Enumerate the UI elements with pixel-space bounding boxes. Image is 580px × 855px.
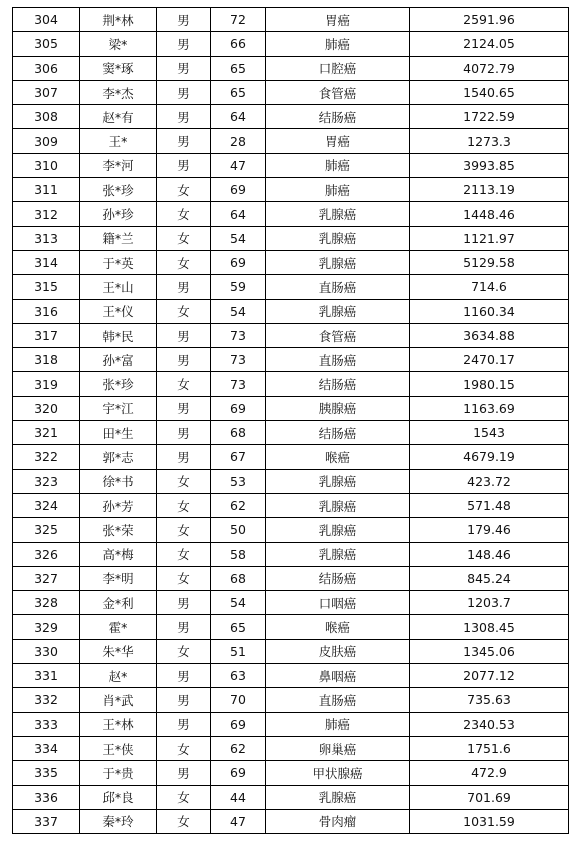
amount-cell: 1980.15 xyxy=(410,372,569,396)
age-cell: 50 xyxy=(211,518,266,542)
name-cell: 籍*兰 xyxy=(80,226,157,250)
row-number-cell: 322 xyxy=(13,445,80,469)
amount-cell: 701.69 xyxy=(410,785,569,809)
row-number-cell: 304 xyxy=(13,8,80,32)
diagnosis-cell: 食管癌 xyxy=(266,80,410,104)
name-cell: 王*侠 xyxy=(80,736,157,760)
row-number-cell: 335 xyxy=(13,761,80,785)
diagnosis-cell: 甲状腺癌 xyxy=(266,761,410,785)
row-number-cell: 325 xyxy=(13,518,80,542)
diagnosis-cell: 肺癌 xyxy=(266,178,410,202)
amount-cell: 4072.79 xyxy=(410,56,569,80)
amount-cell: 1160.34 xyxy=(410,299,569,323)
sex-cell: 男 xyxy=(157,105,211,129)
sex-cell: 女 xyxy=(157,299,211,323)
sex-cell: 男 xyxy=(157,396,211,420)
amount-cell: 1121.97 xyxy=(410,226,569,250)
age-cell: 63 xyxy=(211,664,266,688)
diagnosis-cell: 乳腺癌 xyxy=(266,469,410,493)
name-cell: 霍* xyxy=(80,615,157,639)
age-cell: 47 xyxy=(211,153,266,177)
name-cell: 郭*志 xyxy=(80,445,157,469)
age-cell: 66 xyxy=(211,32,266,56)
row-number-cell: 331 xyxy=(13,664,80,688)
amount-cell: 1163.69 xyxy=(410,396,569,420)
patient-table xyxy=(12,7,569,834)
age-cell: 69 xyxy=(211,396,266,420)
row-number-cell: 313 xyxy=(13,226,80,250)
age-cell: 67 xyxy=(211,445,266,469)
table-row xyxy=(13,80,569,104)
amount-cell: 2340.53 xyxy=(410,712,569,736)
sex-cell: 女 xyxy=(157,226,211,250)
name-cell: 孙*富 xyxy=(80,348,157,372)
amount-cell: 423.72 xyxy=(410,469,569,493)
diagnosis-cell: 结肠癌 xyxy=(266,421,410,445)
table-row xyxy=(13,445,569,469)
amount-cell: 1540.65 xyxy=(410,80,569,104)
sex-cell: 女 xyxy=(157,518,211,542)
row-number-cell: 306 xyxy=(13,56,80,80)
sex-cell: 男 xyxy=(157,32,211,56)
age-cell: 68 xyxy=(211,421,266,445)
row-number-cell: 320 xyxy=(13,396,80,420)
amount-cell: 2113.19 xyxy=(410,178,569,202)
sex-cell: 男 xyxy=(157,761,211,785)
amount-cell: 2077.12 xyxy=(410,664,569,688)
row-number-cell: 314 xyxy=(13,250,80,274)
diagnosis-cell: 乳腺癌 xyxy=(266,542,410,566)
amount-cell: 845.24 xyxy=(410,566,569,590)
table-row xyxy=(13,761,569,785)
name-cell: 王*山 xyxy=(80,275,157,299)
age-cell: 47 xyxy=(211,809,266,833)
table-row xyxy=(13,202,569,226)
sex-cell: 女 xyxy=(157,250,211,274)
row-number-cell: 326 xyxy=(13,542,80,566)
sex-cell: 男 xyxy=(157,275,211,299)
sex-cell: 男 xyxy=(157,688,211,712)
table-row xyxy=(13,664,569,688)
diagnosis-cell: 骨肉瘤 xyxy=(266,809,410,833)
sex-cell: 男 xyxy=(157,712,211,736)
row-number-cell: 329 xyxy=(13,615,80,639)
amount-cell: 1722.59 xyxy=(410,105,569,129)
name-cell: 金*利 xyxy=(80,591,157,615)
table-row xyxy=(13,785,569,809)
sex-cell: 男 xyxy=(157,8,211,32)
name-cell: 窦*琢 xyxy=(80,56,157,80)
age-cell: 65 xyxy=(211,615,266,639)
age-cell: 69 xyxy=(211,761,266,785)
row-number-cell: 330 xyxy=(13,639,80,663)
age-cell: 72 xyxy=(211,8,266,32)
table-row xyxy=(13,736,569,760)
sex-cell: 男 xyxy=(157,153,211,177)
amount-cell: 2470.17 xyxy=(410,348,569,372)
row-number-cell: 333 xyxy=(13,712,80,736)
name-cell: 秦*玲 xyxy=(80,809,157,833)
sex-cell: 男 xyxy=(157,421,211,445)
diagnosis-cell: 乳腺癌 xyxy=(266,202,410,226)
age-cell: 69 xyxy=(211,250,266,274)
row-number-cell: 316 xyxy=(13,299,80,323)
table-row xyxy=(13,809,569,833)
name-cell: 朱*华 xyxy=(80,639,157,663)
name-cell: 张*珍 xyxy=(80,178,157,202)
name-cell: 王* xyxy=(80,129,157,153)
diagnosis-cell: 喉癌 xyxy=(266,445,410,469)
name-cell: 徐*书 xyxy=(80,469,157,493)
amount-cell: 1273.3 xyxy=(410,129,569,153)
row-number-cell: 308 xyxy=(13,105,80,129)
table-row xyxy=(13,566,569,590)
sex-cell: 女 xyxy=(157,469,211,493)
sex-cell: 女 xyxy=(157,202,211,226)
age-cell: 58 xyxy=(211,542,266,566)
name-cell: 王*林 xyxy=(80,712,157,736)
name-cell: 李*河 xyxy=(80,153,157,177)
table-row xyxy=(13,348,569,372)
diagnosis-cell: 结肠癌 xyxy=(266,105,410,129)
table-row xyxy=(13,591,569,615)
amount-cell: 2124.05 xyxy=(410,32,569,56)
sex-cell: 女 xyxy=(157,736,211,760)
diagnosis-cell: 乳腺癌 xyxy=(266,250,410,274)
amount-cell: 3634.88 xyxy=(410,323,569,347)
table-row xyxy=(13,615,569,639)
table-row xyxy=(13,688,569,712)
row-number-cell: 305 xyxy=(13,32,80,56)
row-number-cell: 319 xyxy=(13,372,80,396)
diagnosis-cell: 乳腺癌 xyxy=(266,226,410,250)
table-row xyxy=(13,396,569,420)
amount-cell: 179.46 xyxy=(410,518,569,542)
amount-cell: 1751.6 xyxy=(410,736,569,760)
diagnosis-cell: 食管癌 xyxy=(266,323,410,347)
sex-cell: 男 xyxy=(157,348,211,372)
sex-cell: 男 xyxy=(157,664,211,688)
amount-cell: 148.46 xyxy=(410,542,569,566)
diagnosis-cell: 乳腺癌 xyxy=(266,493,410,517)
amount-cell: 2591.96 xyxy=(410,8,569,32)
diagnosis-cell: 结肠癌 xyxy=(266,372,410,396)
age-cell: 68 xyxy=(211,566,266,590)
amount-cell: 472.9 xyxy=(410,761,569,785)
age-cell: 51 xyxy=(211,639,266,663)
name-cell: 田*生 xyxy=(80,421,157,445)
row-number-cell: 312 xyxy=(13,202,80,226)
age-cell: 54 xyxy=(211,591,266,615)
table-row xyxy=(13,153,569,177)
table-row xyxy=(13,178,569,202)
name-cell: 李*明 xyxy=(80,566,157,590)
amount-cell: 1031.59 xyxy=(410,809,569,833)
sex-cell: 女 xyxy=(157,372,211,396)
table-row xyxy=(13,129,569,153)
name-cell: 梁* xyxy=(80,32,157,56)
age-cell: 44 xyxy=(211,785,266,809)
age-cell: 53 xyxy=(211,469,266,493)
row-number-cell: 327 xyxy=(13,566,80,590)
name-cell: 张*荣 xyxy=(80,518,157,542)
diagnosis-cell: 口咽癌 xyxy=(266,591,410,615)
name-cell: 肖*武 xyxy=(80,688,157,712)
amount-cell: 1345.06 xyxy=(410,639,569,663)
age-cell: 65 xyxy=(211,80,266,104)
age-cell: 62 xyxy=(211,493,266,517)
row-number-cell: 310 xyxy=(13,153,80,177)
age-cell: 28 xyxy=(211,129,266,153)
age-cell: 62 xyxy=(211,736,266,760)
amount-cell: 3993.85 xyxy=(410,153,569,177)
name-cell: 宇*江 xyxy=(80,396,157,420)
diagnosis-cell: 卵巢癌 xyxy=(266,736,410,760)
age-cell: 54 xyxy=(211,299,266,323)
sex-cell: 女 xyxy=(157,639,211,663)
name-cell: 李*杰 xyxy=(80,80,157,104)
diagnosis-cell: 乳腺癌 xyxy=(266,785,410,809)
age-cell: 69 xyxy=(211,712,266,736)
row-number-cell: 324 xyxy=(13,493,80,517)
sex-cell: 男 xyxy=(157,80,211,104)
table-row xyxy=(13,542,569,566)
name-cell: 韩*民 xyxy=(80,323,157,347)
row-number-cell: 332 xyxy=(13,688,80,712)
sex-cell: 女 xyxy=(157,493,211,517)
name-cell: 于*贵 xyxy=(80,761,157,785)
table-body xyxy=(13,8,569,834)
table-row xyxy=(13,493,569,517)
sex-cell: 女 xyxy=(157,809,211,833)
diagnosis-cell: 肺癌 xyxy=(266,712,410,736)
row-number-cell: 317 xyxy=(13,323,80,347)
row-number-cell: 323 xyxy=(13,469,80,493)
table-row xyxy=(13,469,569,493)
table-row xyxy=(13,105,569,129)
sex-cell: 女 xyxy=(157,785,211,809)
diagnosis-cell: 胃癌 xyxy=(266,8,410,32)
row-number-cell: 311 xyxy=(13,178,80,202)
row-number-cell: 309 xyxy=(13,129,80,153)
table-row xyxy=(13,518,569,542)
diagnosis-cell: 乳腺癌 xyxy=(266,299,410,323)
age-cell: 59 xyxy=(211,275,266,299)
table-row xyxy=(13,639,569,663)
name-cell: 高*梅 xyxy=(80,542,157,566)
age-cell: 54 xyxy=(211,226,266,250)
diagnosis-cell: 直肠癌 xyxy=(266,688,410,712)
table-row xyxy=(13,299,569,323)
table-row xyxy=(13,32,569,56)
table-row xyxy=(13,275,569,299)
name-cell: 孙*芳 xyxy=(80,493,157,517)
diagnosis-cell: 肺癌 xyxy=(266,153,410,177)
amount-cell: 1203.7 xyxy=(410,591,569,615)
name-cell: 王*仪 xyxy=(80,299,157,323)
age-cell: 73 xyxy=(211,348,266,372)
sex-cell: 男 xyxy=(157,129,211,153)
table-row xyxy=(13,8,569,32)
amount-cell: 735.63 xyxy=(410,688,569,712)
sex-cell: 男 xyxy=(157,445,211,469)
age-cell: 70 xyxy=(211,688,266,712)
sex-cell: 男 xyxy=(157,323,211,347)
diagnosis-cell: 结肠癌 xyxy=(266,566,410,590)
table-row xyxy=(13,226,569,250)
name-cell: 于*英 xyxy=(80,250,157,274)
diagnosis-cell: 鼻咽癌 xyxy=(266,664,410,688)
sex-cell: 男 xyxy=(157,56,211,80)
sex-cell: 男 xyxy=(157,615,211,639)
amount-cell: 714.6 xyxy=(410,275,569,299)
age-cell: 73 xyxy=(211,323,266,347)
amount-cell: 1308.45 xyxy=(410,615,569,639)
sex-cell: 男 xyxy=(157,591,211,615)
age-cell: 65 xyxy=(211,56,266,80)
diagnosis-cell: 皮肤癌 xyxy=(266,639,410,663)
diagnosis-cell: 胃癌 xyxy=(266,129,410,153)
diagnosis-cell: 肺癌 xyxy=(266,32,410,56)
table-row xyxy=(13,250,569,274)
amount-cell: 571.48 xyxy=(410,493,569,517)
age-cell: 64 xyxy=(211,105,266,129)
sex-cell: 女 xyxy=(157,178,211,202)
name-cell: 邱*良 xyxy=(80,785,157,809)
table-row xyxy=(13,56,569,80)
row-number-cell: 307 xyxy=(13,80,80,104)
table-row xyxy=(13,712,569,736)
table-row xyxy=(13,323,569,347)
amount-cell: 5129.58 xyxy=(410,250,569,274)
row-number-cell: 337 xyxy=(13,809,80,833)
diagnosis-cell: 直肠癌 xyxy=(266,275,410,299)
table-row xyxy=(13,421,569,445)
table-row xyxy=(13,372,569,396)
name-cell: 孙*珍 xyxy=(80,202,157,226)
row-number-cell: 334 xyxy=(13,736,80,760)
name-cell: 张*珍 xyxy=(80,372,157,396)
sex-cell: 女 xyxy=(157,542,211,566)
age-cell: 69 xyxy=(211,178,266,202)
name-cell: 赵* xyxy=(80,664,157,688)
row-number-cell: 315 xyxy=(13,275,80,299)
age-cell: 73 xyxy=(211,372,266,396)
diagnosis-cell: 喉癌 xyxy=(266,615,410,639)
row-number-cell: 336 xyxy=(13,785,80,809)
diagnosis-cell: 乳腺癌 xyxy=(266,518,410,542)
diagnosis-cell: 口腔癌 xyxy=(266,56,410,80)
name-cell: 荆*林 xyxy=(80,8,157,32)
amount-cell: 4679.19 xyxy=(410,445,569,469)
amount-cell: 1543 xyxy=(410,421,569,445)
age-cell: 64 xyxy=(211,202,266,226)
amount-cell: 1448.46 xyxy=(410,202,569,226)
diagnosis-cell: 胰腺癌 xyxy=(266,396,410,420)
row-number-cell: 321 xyxy=(13,421,80,445)
row-number-cell: 318 xyxy=(13,348,80,372)
sex-cell: 女 xyxy=(157,566,211,590)
row-number-cell: 328 xyxy=(13,591,80,615)
name-cell: 赵*有 xyxy=(80,105,157,129)
diagnosis-cell: 直肠癌 xyxy=(266,348,410,372)
